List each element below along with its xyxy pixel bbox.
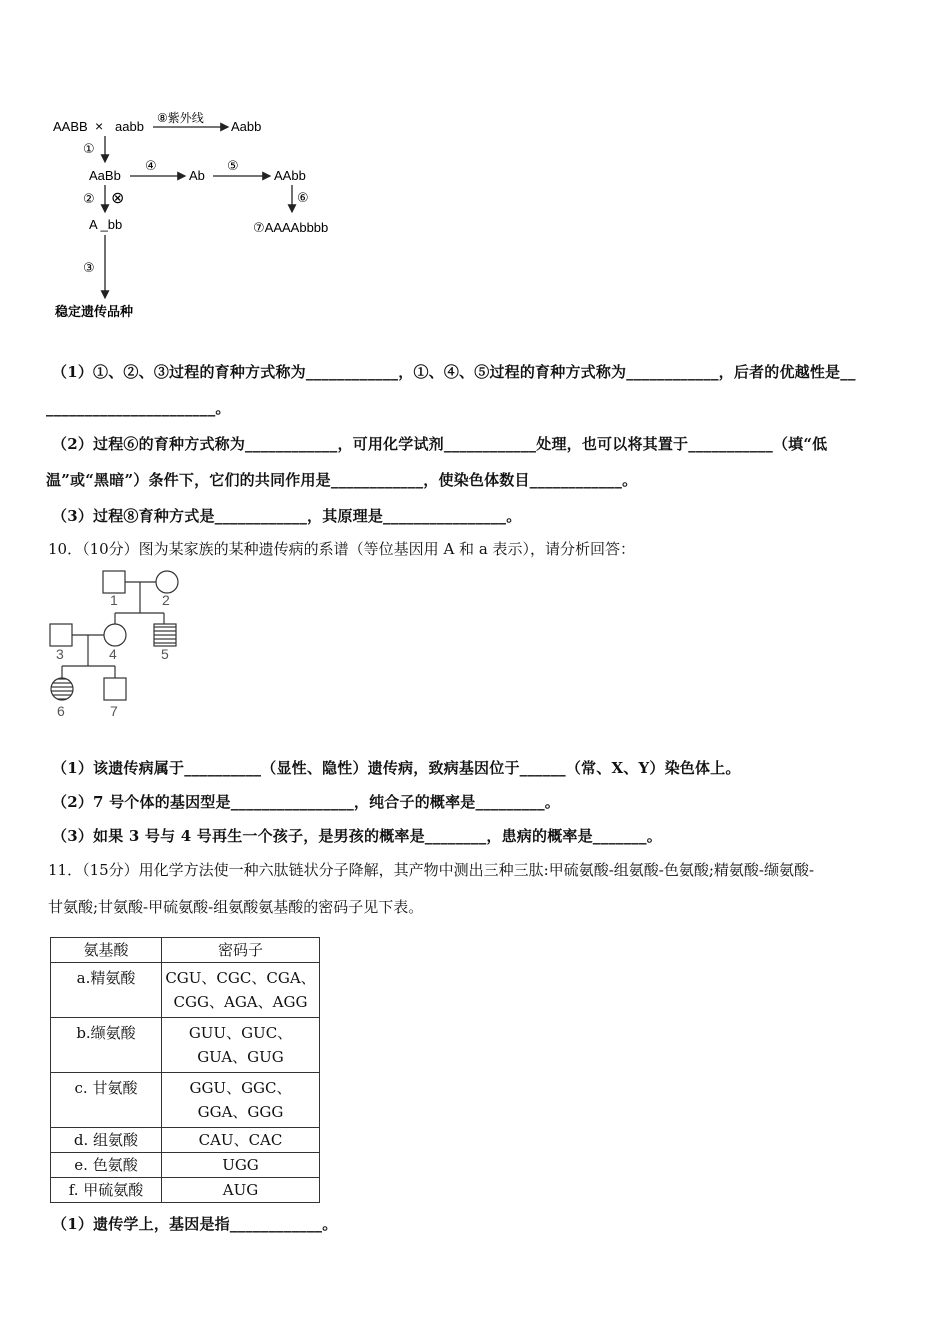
- individual-6-affected-female: [51, 678, 73, 700]
- table-row: [51, 1128, 320, 1153]
- q11-title-line1: 11．（15分）用化学方法使一种六肽链状分子降解，其产物中测出三种三肽:甲硫氨酸-组氨酸-色氨酸;精氨酸-缬氨酸-: [48, 861, 815, 879]
- tetraploid-text: ⑦AAAAbbbb: [253, 220, 329, 235]
- individual-7-male: [104, 678, 126, 700]
- step8-label: ⑧紫外线: [157, 111, 204, 125]
- step2-label: ②: [83, 191, 95, 206]
- codon-cell: UGG: [162, 1153, 320, 1178]
- label-5: 5: [161, 646, 169, 662]
- label-7: 7: [110, 703, 118, 719]
- amino-acid-cell: d. 组氨酸: [51, 1128, 162, 1153]
- q9-part2-line2: 温”或“黑暗”）条件下，它们的共同作用是____________，使染色体数目____________。: [46, 471, 638, 489]
- amino-acid-cell: a.精氨酸: [51, 963, 162, 1018]
- codon-line: GUU、GUC、: [188, 1024, 293, 1042]
- individual-3-male: [50, 624, 72, 646]
- individual-4-female: [104, 624, 126, 646]
- q9-part1-line1: （1）①、②、③过程的育种方式称为____________，①、④、⑤过程的育种方式称为____________，后者的优越性是__: [52, 363, 856, 381]
- table-row: [51, 963, 320, 1018]
- step4-label: ④: [145, 158, 157, 173]
- header-amino-acid: 氨基酸: [51, 938, 162, 963]
- selfing-symbol: ⊗: [111, 190, 125, 207]
- f1-text: AaBb: [89, 168, 121, 183]
- individual-2-female: [156, 571, 178, 593]
- codon-cell: [162, 1073, 320, 1128]
- codon-cell: [162, 963, 320, 1018]
- codon-line: CGU、CGC、CGA、: [165, 969, 316, 987]
- codon-line: GGU、GGC、: [189, 1079, 292, 1097]
- table-row: [51, 1018, 320, 1073]
- q10-title: 10．（10分）图为某家族的某种遗传病的系谱（等位基因用 A 和 a 表示），请分析回答：: [48, 540, 636, 558]
- table-row: [51, 1073, 320, 1128]
- q9-part2-line1: （2）过程⑥的育种方式称为____________，可用化学试剂____________处理，也可以将其置于___________（填“低: [52, 435, 828, 453]
- q11-title-line2: 甘氨酸;甘氨酸-甲硫氨酸-组氨酸氨基酸的密码子见下表。: [48, 898, 424, 916]
- codon-cell: [162, 1018, 320, 1073]
- selected-text: A _bb: [89, 217, 123, 232]
- codon-cell: AUG: [162, 1178, 320, 1203]
- codon-cell: CAU、CAC: [162, 1128, 320, 1153]
- q9-part3: （3）过程⑧育种方式是____________，其原理是________________。: [52, 507, 522, 525]
- codon-line: GUA、GUG: [197, 1048, 284, 1066]
- codon-line: GGA、GGG: [197, 1103, 284, 1121]
- label-4: 4: [109, 646, 117, 662]
- haploid-text: Ab: [189, 168, 205, 183]
- individual-5-affected-male: [154, 624, 176, 646]
- step5-label: ⑤: [227, 158, 239, 173]
- label-2: 2: [162, 592, 170, 608]
- label-6: 6: [57, 703, 65, 719]
- header-codon: 密码子: [162, 938, 320, 963]
- amino-acid-cell: c. 甘氨酸: [51, 1073, 162, 1128]
- q9-part1-line2: ______________________。: [46, 399, 231, 417]
- parent1-text: AABB: [53, 119, 88, 134]
- amino-acid-cell: e. 色氨酸: [51, 1153, 162, 1178]
- individual-1-male: [103, 571, 125, 593]
- table-row: [51, 1153, 320, 1178]
- label-3: 3: [56, 646, 64, 662]
- step3-label: ③: [83, 260, 95, 275]
- amino-acid-cell: f. 甲硫氨酸: [51, 1178, 162, 1203]
- doubled-text: AAbb: [274, 168, 306, 183]
- amino-acid-cell: b.缬氨酸: [51, 1018, 162, 1073]
- table-row: [51, 1178, 320, 1203]
- result-text: 稳定遗传品种: [55, 304, 134, 319]
- parent2-text: aabb: [115, 119, 144, 134]
- q10-part1: （1）该遗传病属于__________（显性、隐性）遗传病，致病基因位于______（常、X、Y）染色体上。: [52, 759, 741, 777]
- q10-part2: （2）7 号个体的基因型是________________，纯合子的概率是_________。: [52, 793, 560, 811]
- codon-table: [50, 937, 320, 1203]
- step6-label: ⑥: [297, 190, 309, 205]
- mutant-text: Aabb: [231, 119, 262, 134]
- table-header-row: [51, 938, 320, 963]
- breeding-diagram: [45, 100, 355, 330]
- q10-part3: （3）如果 3 号与 4 号再生一个孩子，是男孩的概率是________，患病的概率是_______。: [52, 827, 662, 845]
- pedigree-chart: [40, 565, 200, 725]
- cross-sign: ×: [95, 118, 104, 134]
- label-1: 1: [110, 592, 118, 608]
- step1-label: ①: [83, 141, 95, 156]
- codon-line: CGG、AGA、AGG: [173, 993, 308, 1011]
- q11-part1: （1）遗传学上，基因是指____________。: [52, 1215, 338, 1233]
